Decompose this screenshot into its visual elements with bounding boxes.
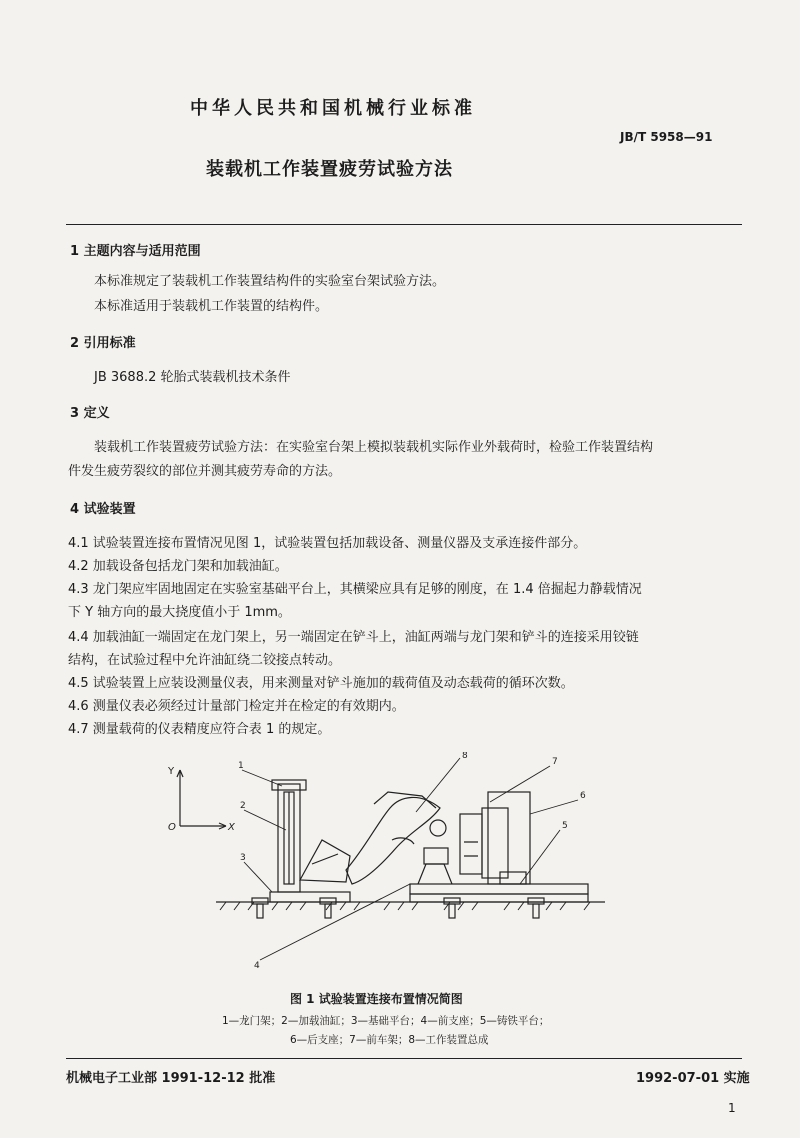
- section-4-heading: 4 试验装置: [70, 502, 136, 517]
- callout-6: 6: [580, 791, 586, 801]
- clause-4-5: 4.5 试验装置上应装设测量仪表，用来测量对铲斗施加的载荷值及动态载荷的循环次数。: [68, 676, 574, 691]
- cast-iron-platform: [410, 884, 588, 894]
- section-3-line-1: 装载机工作装置疲劳试验方法：在实验室台架上模拟装载机实际作业外载荷时，检验工作装置结构: [94, 440, 654, 455]
- effective-date: 1992-07-01 实施: [636, 1071, 750, 1086]
- axis-x-label: X: [228, 822, 235, 833]
- callout-7: 7: [552, 757, 558, 767]
- front-frame: [460, 814, 482, 874]
- callout-1: 1: [238, 761, 244, 771]
- clause-4-4-line-1: 4.4 加载油缸一端固定在龙门架上，另一端固定在铲斗上，油缸两端与龙门架和铲斗的连接采用铰链: [68, 630, 639, 645]
- callout-4: 4: [254, 961, 260, 971]
- clause-4-2: 4.2 加载设备包括龙门架和加载油缸。: [68, 559, 288, 574]
- page-number: 1: [728, 1101, 736, 1115]
- callout-leaders: [242, 758, 578, 960]
- standard-category: 中华人民共和国机械行业标准: [190, 98, 476, 119]
- axis-origin-label: O: [168, 822, 176, 833]
- figure-1-drawing: [160, 752, 620, 980]
- rear-support: [488, 792, 530, 884]
- standard-code: JB/T 5958—91: [620, 130, 713, 144]
- clause-4-3-line-1: 4.3 龙门架应牢固地固定在实验室基础平台上，其横梁应具有足够的刚度，在 1.4 倍掘起力静载情况: [68, 582, 642, 597]
- section-3-heading: 3 定义: [70, 406, 110, 421]
- clause-4-7: 4.7 测量载荷的仪表精度应符合表 1 的规定。: [68, 722, 331, 737]
- anchor-bolts: [252, 898, 544, 918]
- front-support: [418, 864, 452, 884]
- bucket: [300, 840, 350, 882]
- callout-3: 3: [240, 853, 246, 863]
- ground-hatching: [220, 902, 590, 910]
- clause-4-4-line-2: 结构，在试验过程中允许油缸绕二铰接点转动。: [68, 653, 342, 668]
- section-1-paragraph-1: 本标准规定了装载机工作装置结构件的实验室台架试验方法。: [94, 274, 446, 289]
- working-device-boom: [346, 797, 440, 884]
- footer-rule: [66, 1058, 742, 1059]
- clause-4-3-line-2: 下 Y 轴方向的最大挠度值小于 1mm。: [68, 605, 291, 620]
- figure-1-legend-line-1: 1—龙门架；2—加载油缸；3—基础平台；4—前支座；5—铸铁平台；: [222, 1015, 550, 1027]
- section-1-heading: 1 主题内容与适用范围: [70, 244, 201, 259]
- document-title: 装载机工作装置疲劳试验方法: [206, 159, 453, 180]
- approval-statement: 机械电子工业部 1991-12-12 批准: [66, 1071, 276, 1086]
- gantry-beam: [272, 780, 306, 790]
- clause-4-6: 4.6 测量仪表必须经过计量部门检定并在检定的有效期内。: [68, 699, 405, 714]
- header-rule: [66, 224, 742, 225]
- callout-8: 8: [462, 752, 468, 761]
- figure-1-legend-line-2: 6—后支座；7—前车架；8—工作装置总成: [290, 1034, 489, 1046]
- section-2-heading: 2 引用标准: [70, 336, 136, 351]
- figure-1-caption: 图 1 试验装置连接布置情况简图: [290, 992, 463, 1006]
- section-1-paragraph-2: 本标准适用于装载机工作装置的结构件。: [94, 299, 329, 314]
- callout-2: 2: [240, 801, 246, 811]
- section-2-reference: JB 3688.2 轮胎式装载机技术条件: [94, 370, 291, 385]
- base-platform: [270, 892, 350, 902]
- axis-y-label: Y: [168, 766, 175, 777]
- callout-5: 5: [562, 821, 568, 831]
- clause-4-1: 4.1 试验装置连接布置情况见图 1，试验装置包括加载设备、测量仪器及支承连接件部分。: [68, 536, 587, 551]
- section-3-line-2: 件发生疲劳裂纹的部位并测其疲劳寿命的方法。: [68, 464, 342, 479]
